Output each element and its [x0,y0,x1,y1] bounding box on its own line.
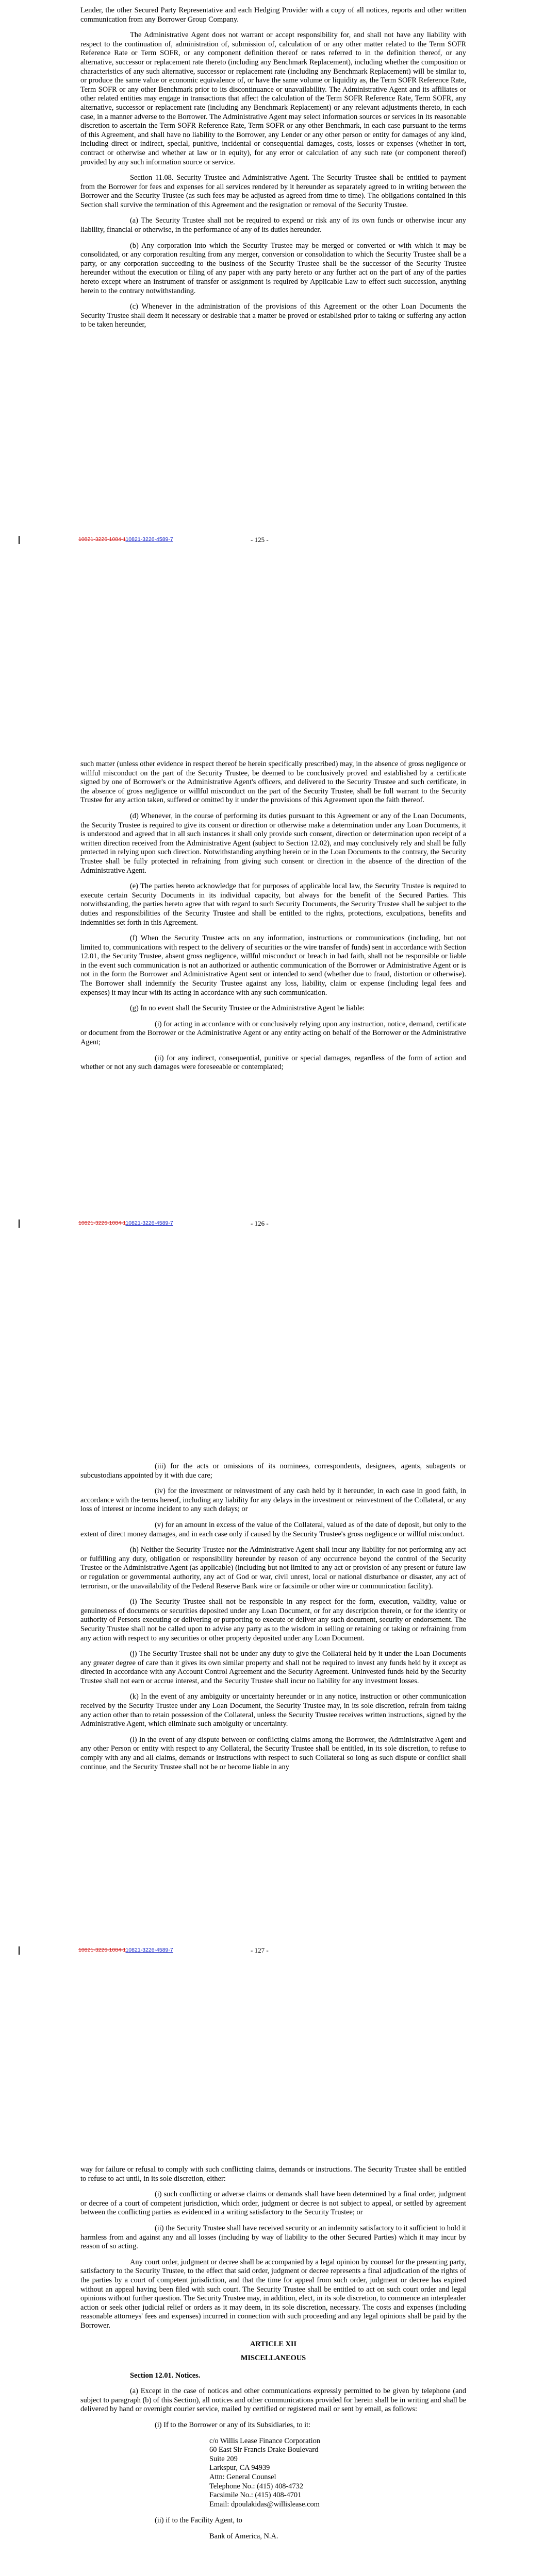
address-line: Suite 209 [209,2454,238,2463]
page-footer [0,535,544,545]
page-127-body [80,1462,466,1778]
page-125-body [80,6,466,336]
clause-k: (k) In the event of any ambiguity or uncertainty hereunder or in any notice, instruction or other communication received by the Security Trustee under any Loan Document, the Security Trustee may, in its sole discretion, refrain from taking any action other than to retain possession of the Collateral, unless the Security Trustee receives written instructions, signed by the Administrative Agent, which eliminate such ambiguity or uncertainty. [80,1692,466,1728]
page-footer [0,1218,544,1229]
clause-12-01-a: (a) Except in the case of notices and other communications expressly permitted to be given by telephone (and subject to paragraph (b) of this Section), all notices and other communications provided for herein shall be in writing and shall be delivered by hand or overnight courier service, mailed by certified or registered mail or sent by email, as follows: [80,2387,466,2414]
clause-j: (j) The Security Trustee shall not be under any duty to give the Collateral held by it under the Loan Documents any greater degree of care than it gives its own similar property and shall not be required to invest any funds held by it except as directed in accordance with any Account Control Agreement and the Security Agreement. Uninvested funds held by the Security Trustee shall not earn or accrue interest, and the Security Trustee shall incur no liability for any investment losses. [80,1650,466,1685]
change-bar [19,1946,20,1955]
notice-item-ii: (ii) if to the Facility Agent, to [155,2516,242,2525]
clause-b: (b) Any corporation into which the Security Trustee may be merged or converted or with which it may be consolidated, or any corporation resulting from any merger, conversion or consolidation to which the Security Trustee shall be a party, or any corporation succeeding to the business of the Security Trustee shall be the successor of the Security Trustee hereunder without the execution or filing of any paper with any party hereto or any further act on the part of any of the parties hereto except where an instrument of transfer or assignment is required by Applicable Law to effect such succession, anything herein to the contrary notwithstanding. [80,241,466,295]
page-125 [0,0,544,703]
clause-l: (l) In the event of any dispute between or conflicting claims among the Borrower, the Administrative Agent and any other Person or entity with respect to any Collateral, the Security Trustee shall be entitled, in its sole discretion, to refuse to comply with any and all claims, demands or instructions with respect to such Collateral so long as such dispute or conflict shall continue, and the Security Trustee shall not be or become liable in any [80,1735,466,1771]
document-reference: 10821-3226-1084-110821-3226-4589-7 [78,1947,173,1953]
clause-g-ii: (ii) for any indirect, consequential, punitive or special damages, regardless of the form of action and whether or not any such damages were foreseeable or contemplated; [80,1054,466,1072]
clause-h: (h) Neither the Security Trustee nor the Administrative Agent shall incur any liability for not performing any act or fulfilling any duty, obligation or responsibility hereunder by reason of any occurrence beyond the control of the Security Trustee or the Administrative Agent (as applicable) (including but not limited to any act or provision of any present or future law or regulation or governmental authority, any act of God or war, civil unrest, local or national disturbance or disaster, any act of terrorism, or the unavailability of the Federal Reserve Bank wire or facsimile or other wire or communication facility). [80,1546,466,1590]
page-number: - 125 - [251,536,269,544]
clause-f: (f) When the Security Trustee acts on any information, instructions or communications (including, but not limited to, communications with respect to the delivery of securities or the wire transfer of funds) sent in accordance with Section 12.01, the Security Trustee, absent gross negligence, willful misconduct or breach in bad faith, shall not be responsible or liable in the event such communication is not an authorized or authentic communication of the Borrower or Administrative Agent or is not in the form the Borrower and Administrative Agent sent or intended to send (whether due to fraud, distortion or otherwise). The Borrower shall indemnify the Security Trustee against any loss, liability, claim or expense (including legal fees and expenses) it may incur with its acting in accordance with any such communication. [80,934,466,997]
page-128-body [80,2165,466,2547]
clause-g-i: (i) for acting in accordance with or conclusively relying upon any instruction, notice, demand, certificate or document from the Borrower or the Administrative Agent or any entity acting on behalf of the Borrower or the Administrative Agent; [80,1020,466,1047]
page-number: - 127 - [251,1946,269,1954]
address-line: Bank of America, N.A. [209,2532,278,2540]
change-bar [19,536,20,544]
clause-g: (g) In no event shall the Security Trustee or the Administrative Agent be liable: [130,1004,365,1013]
page-126 [0,703,544,1406]
borrower-address-block [80,2437,466,2510]
address-line: Larkspur, CA 94939 [209,2464,270,2472]
document-reference: 10821-3226-1084-110821-3226-4589-7 [78,536,173,543]
address-line: Facsimile No.: (415) 408-4701 [209,2491,302,2500]
clause-d: (d) Whenever, in the course of performing its duties pursuant to this Agreement or any of the Loan Documents, the Security Trustee is required to give its consent or direction or otherwise make a determination under any Loan Documents, it is understood and agreed that in all such instances it shall only provide such consent, direction or determination upon receipt of a written direction received from the Administrative Agent (subject to Section 12.02), and may conclusively rely and shall be fully protected in relying upon such direction. Notwithstanding anything herein or in the Loan Documents to the contrary, the Security Trustee shall be fully protected in refraining from giving such consent or direction in the absence of the direction of the Administrative Agent. [80,811,466,875]
section-11-08: Section 11.08. Security Trustee and Administrative Agent. The Security Trustee shall be entitled to payment from the Borrower for fees and expenses for all services rendered by it hereunder as separately agreed to in writing between the Borrower and the Security Trustee (as such fees may be adjusted as agreed from time to time). The obligations contained in this Section shall survive the termination of this Agreement and the resignation or removal of the Security Trustee. [80,174,466,209]
change-bar [19,1219,20,1228]
paragraph: Lender, the other Secured Party Representative and each Hedging Provider with a copy of all notices, reports and other written communication from any Borrower Group Company. [80,6,466,24]
clause-l-i: (i) such conflicting or adverse claims or demands shall have been determined by a final order, judgment or decree of a court of competent jurisdiction, which order, judgment or decree is not subject to appeal, or settled by agreement between the conflicting parties as evidenced in a writing satisfactory to the Security Trustee; or [80,2190,466,2217]
page-number: - 126 - [251,1219,269,1227]
page-footer [0,1945,544,1956]
clause-a: (a) The Security Trustee shall not be required to expend or risk any of its own funds or otherwise incur any liability, financial or otherwise, in the performance of any of its duties hereunder. [80,216,466,234]
clause-g-iii: (iii) for the acts or omissions of its nominees, correspondents, designees, agents, subagents or subcustodians appointed by it with due care; [80,1462,466,1480]
paragraph: such matter (unless other evidence in respect thereof be herein specifically prescribed) may, in the absence of gross negligence or willful misconduct on the part of the Security Trustee, be deemed to be conclusively proved and established by a certificate signed by one of Borrower's or the Administrative Agent's officers, and delivered to the Security Trustee and such certificate, in the absence of gross negligence or willful misconduct on the part of the Security Trustee, shall be full warrant to the Security Trustee for any action taken, suffered or omitted by it under the provisions of this Agreement upon the faith thereof. [80,760,466,805]
clause-c: (c) Whenever in the administration of the provisions of this Agreement or the other Loan Documents the Security Trustee shall deem it necessary or desirable that a matter be proved or established prior to taking or suffering any action to be taken hereunder, [80,302,466,329]
clause-i: (i) The Security Trustee shall not be responsible in any respect for the form, execution, validity, value or genuineness of documents or securities deposited under any Loan Document, or for any description therein, or for the identity or authority of Persons executing or delivering or purporting to execute or deliver any such document, security or endorsement. The Security Trustee shall not be called upon to advise any party as to the wisdom in selling or retaining or taking or refraining from any action with respect to any securities or other property deposited under any Loan Document. [80,1598,466,1642]
paragraph: Any court order, judgment or decree shall be accompanied by a legal opinion by counsel for the presenting party, satisfactory to the Security Trustee, to the effect that said order, judgment or decree represents a final adjudication of the rights of the parties by a court of competent jurisdiction, and that the time for appeal from such order, judgment or decree has expired without an appeal having been filed with such court. The Security Trustee shall be entitled to act on such court order and legal opinions without further question. The Security Trustee may, in addition, elect, in its sole discretion, to commence an interpleader action or seek other judicial relief or orders as it may deem, in its sole discretion, necessary. The costs and expenses (including reasonable attorneys' fees and expenses) incurred in connection with such proceeding and any legal opinions shall be paid by the Borrower. [80,2258,466,2330]
section-12-01-heading: Section 12.01. Notices. [130,2371,201,2380]
article-title: MISCELLANEOUS [240,2354,306,2363]
clause-g-iv: (iv) for the investment or reinvestment of any cash held by it hereunder, in each case in good faith, in accordance with the terms hereof, including any liability for any delays in the investment or reinvestment of the Collateral, or any loss of interest or income incident to any such delays; or [80,1487,466,1514]
document-reference: 10821-3226-1084-110821-3226-4589-7 [78,1220,173,1226]
address-line: Attn: General Counsel [209,2473,276,2482]
facility-agent-address-block [80,2532,466,2541]
paragraph: The Administrative Agent does not warrant or accept responsibility for, and shall not have any liability with respect to the continuation of, administration of, submission of, calculation of or any other matter related to the Term SOFR Reference Rate or Term SOFR, or any component definition thereof or rates referred to in the definition thereof, or any alternative, successor or replacement rate thereto (including any Benchmark Replacement), including whether the composition or characteristics of any such alternative, successor or replacement rate (including any Benchmark Replacement) will be similar to, or produce the same value or economic equivalence of, or have the same volume or liquidity as, the Term SOFR Reference Rate, Term SOFR or any other Benchmark prior to its discontinuance or unavailability. The Administrative Agent and its affiliates or other related entities may engage in transactions that affect the calculation of the Term SOFR Reference Rate, Term SOFR, any alternative, successor or replacement rate (including any Benchmark Replacement) or any relevant adjustments thereto, in each case, in a manner adverse to the Borrower. The Administrative Agent may select information sources or services in its reasonable discretion to ascertain the Term SOFR Reference Rate, Term SOFR or any other Benchmark, in each case pursuant to the terms of this Agreement, and shall have no liability to the Borrower, any Lender or any other person or entity for damages of any kind, including direct or indirect, special, punitive, incidental or consequential damages, costs, losses or expenses (whether in tort, contract or otherwise and whether at law or in equity), for any error or calculation of any such rate (or component thereof) provided by any such information source or service. [80,31,466,166]
address-line: Email: dpoulakidas@willislease.com [209,2500,320,2509]
clause-e: (e) The parties hereto acknowledge that for purposes of applicable local law, the Security Trustee is required to execute certain Security Documents in its individual capacity, but always for the benefit of the Secured Parties. This notwithstanding, the parties hereto agree that with regard to such Security Documents, the Security Trustee shall be subject to the duties and responsibilities of the Security Trustee and shall be entitled to the rights, protections, exculpations, benefits and indemnities set forth in this Agreement. [80,882,466,927]
clause-l-ii: (ii) the Security Trustee shall have received security or an indemnity satisfactory to it sufficient to hold it harmless from and against any and all losses (including by way of liability to the other Secured Parties) which it may incur by reason of so acting. [80,2224,466,2251]
clause-g-v: (v) for an amount in excess of the value of the Collateral, valued as of the date of deposit, but only to the extent of direct money damages, and in each case only if caused by the Security Trustee's gross negligence or willful misconduct. [80,1520,466,1538]
address-line: Telephone No.: (415) 408-4732 [209,2482,304,2490]
page-128 [0,2110,544,2576]
address-line: c/o Willis Lease Finance Corporation [209,2436,320,2445]
article-number: ARTICLE XII [250,2340,297,2348]
notice-item-i: (i) If to the Borrower or any of its Subsidiaries, to it: [155,2421,311,2430]
page-126-body [80,760,466,1079]
paragraph: way for failure or refusal to comply with such conflicting claims, demands or instructions. The Security Trustee shall be entitled to refuse to act until, in its sole discretion, either: [80,2165,466,2183]
page-127 [0,1406,544,2110]
address-line: 60 East Sir Francis Drake Boulevard [209,2446,319,2454]
